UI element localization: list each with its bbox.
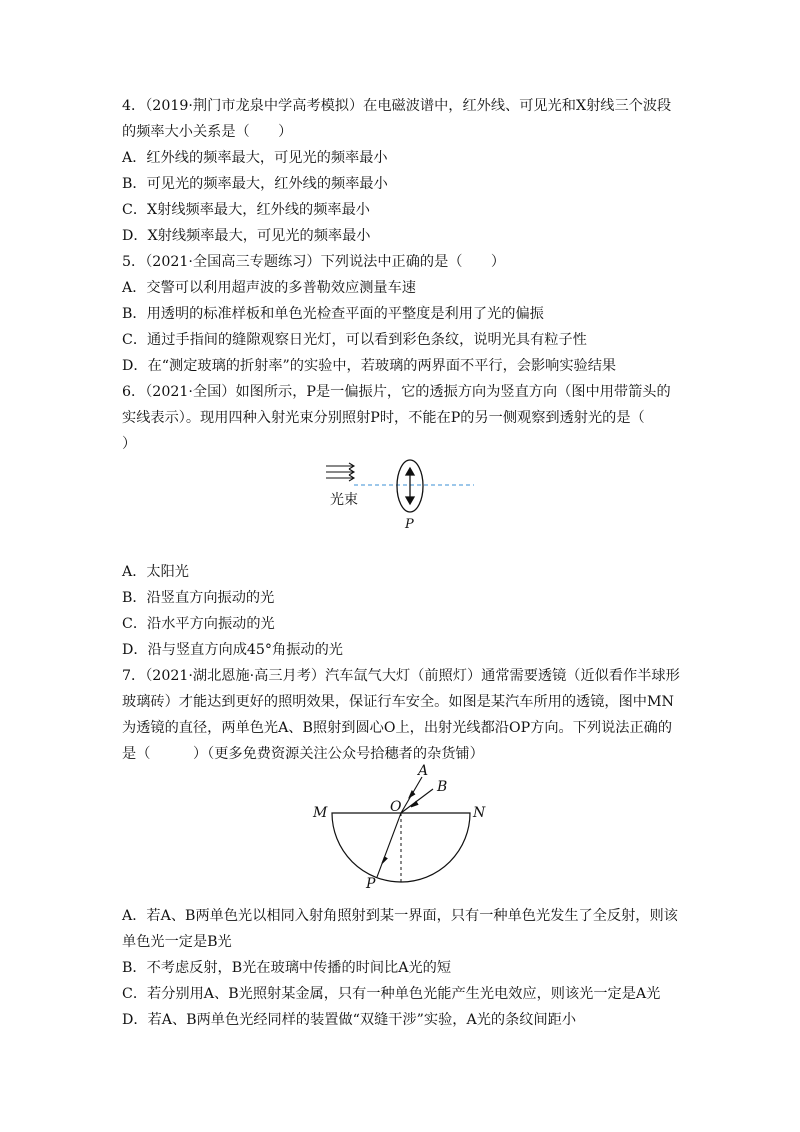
q7-option-d: D．若A、B两单色光经同样的装置做“双缝干涉”实验，A光的条纹间距小 [122, 1012, 577, 1028]
q7-stem-line-3: 为透镜的直径，两单色光A、B照射到圆心O上，出射光线都沿OP方向。下列说法正确的 [122, 720, 673, 736]
q5-option-c: C．通过手指间的缝隙观察日光灯，可以看到彩色条纹，说明光具有粒子性 [122, 332, 587, 348]
label-b: B [437, 779, 448, 795]
label-o: O [390, 799, 402, 815]
q7-stem-line-4: 是（ ）（更多免费资源关注公众号拾穗者的杂货铺） [122, 746, 484, 762]
q7-option-a-line-1: A．若A、B两单色光以相同入射角照射到某一界面，只有一种单色光发生了全反射，则该 [122, 908, 678, 924]
q6-stem-line-3: ） [122, 436, 137, 452]
q6-option-c: C．沿水平方向振动的光 [122, 616, 275, 632]
q5-option-b: B．用透明的标准样板和单色光检查平面的平整度是利用了光的偏振 [122, 306, 544, 322]
q4-option-a: A．红外线的频率最大，可见光的频率最小 [122, 150, 388, 166]
q4-option-d: D．X射线频率最大，可见光的频率最小 [122, 228, 371, 244]
q4-option-c: C．X射线频率最大，红外线的频率最小 [122, 202, 370, 218]
q7-option-a-line-2: 单色光一定是B光 [122, 934, 232, 950]
q6-stem-line-1: 6．（2021·全国）如图所示，P是一偏振片，它的透振方向为竖直方向（图中用带箭头的 [122, 384, 671, 400]
light-beam-arrows [326, 463, 354, 481]
transmission-axis-double-arrow [406, 468, 414, 504]
q6-option-d: D．沿与竖直方向成45°角振动的光 [122, 642, 343, 658]
q4-stem-line-2: 的频率大小关系是（ ） [122, 124, 293, 140]
q6-option-a: A．太阳光 [122, 564, 189, 580]
ray-b [401, 789, 433, 813]
label-p: P [366, 876, 376, 892]
semicircle-lens [332, 813, 470, 882]
q6-option-b: B．沿竖直方向振动的光 [122, 590, 275, 606]
label-m: M [313, 805, 328, 821]
q7-option-c: C．若分别用A、B光照射某金属，只有一种单色光能产生光电效应，则该光一定是A光 [122, 986, 661, 1002]
beam-label: 光束 [330, 492, 358, 508]
ray-op [377, 813, 401, 877]
q5-stem-line-1: 5．（2021·全国高三专题练习）下列说法中正确的是（ ） [122, 254, 506, 270]
q5-option-a: A．交警可以利用超声波的多普勒效应测量车速 [122, 280, 416, 296]
label-n: N [473, 805, 486, 821]
lens-figure [310, 764, 500, 894]
q7-stem-line-2: 玻璃砖）才能达到更好的照明效果，保证行车安全。如图是某汽车所用的透镜，图中MN [122, 694, 674, 710]
q6-stem-line-2: 实线表示）。现用四种入射光束分别照射P时，不能在P的另一侧观察到透射光的是（ [122, 410, 645, 426]
polarizer-figure [318, 455, 488, 533]
q5-option-d: D．在“测定玻璃的折射率”的实验中，若玻璃的两界面不平行，会影响实验结果 [122, 358, 617, 374]
ray-a [401, 777, 422, 813]
q4-stem-line-1: 4．（2019·荆门市龙泉中学高考模拟）在电磁波谱中，红外线、可见光和X射线三个波段 [122, 98, 672, 114]
polarizer-p-label: P [405, 517, 414, 532]
q7-stem-line-1: 7．（2021·湖北恩施·高三月考）汽车氙气大灯（前照灯）通常需要透镜（近似看作半球形 [122, 668, 680, 684]
q4-option-b: B．可见光的频率最大，红外线的频率最小 [122, 176, 388, 192]
q7-option-b: B．不考虑反射，B光在玻璃中传播的时间比A光的短 [122, 960, 452, 976]
label-a: A [418, 764, 429, 779]
